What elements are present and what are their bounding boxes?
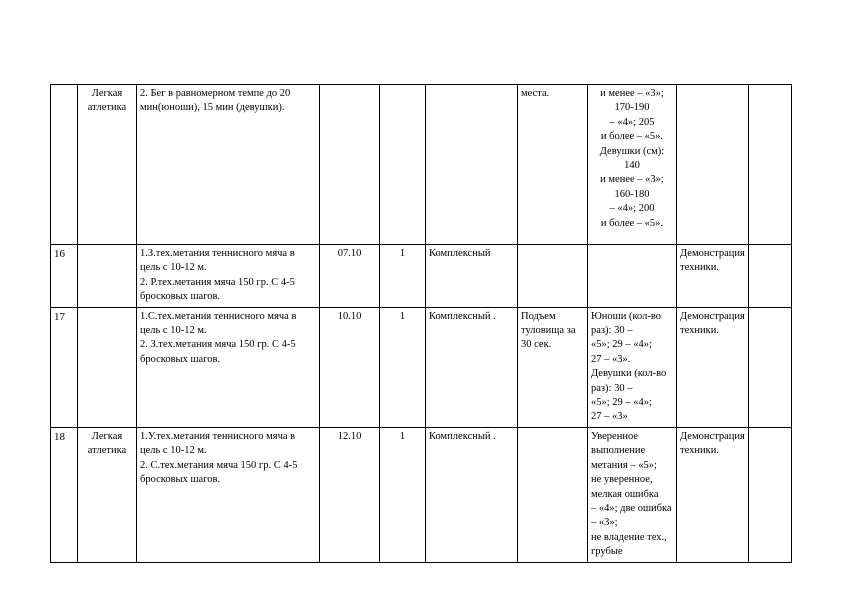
lesson-date — [320, 85, 380, 245]
notes-cell — [677, 85, 749, 245]
criteria-line: 170-190 — [614, 102, 650, 114]
criteria-cell — [588, 245, 677, 308]
criteria-cell — [588, 307, 677, 427]
section-label: Легкая атлетика — [87, 88, 127, 114]
criteria-line: «5»; 29 – «4»; — [591, 397, 652, 409]
lesson-type: Комплексный . — [426, 307, 518, 427]
content-line: 2. Р.тех.метания мяча 150 гр. С 4-5 бросковых шагов. — [140, 276, 295, 303]
lesson-hours — [380, 85, 426, 245]
extra-cell — [749, 85, 792, 245]
criteria-line: Уверенное выполнение метания – «5»; — [591, 430, 657, 471]
lesson-type: Комплексный . — [426, 427, 518, 562]
lesson-date: 10.10 — [320, 307, 380, 427]
table-row — [51, 245, 792, 308]
lesson-content — [137, 245, 320, 308]
lesson-date: 12.10 — [320, 427, 380, 562]
lesson-content — [137, 307, 320, 427]
extra-cell — [749, 427, 792, 562]
criteria-line: не уверенное, мелкая ошибка — [591, 474, 659, 500]
criteria-line: и более – «5». — [600, 131, 664, 143]
lesson-content — [137, 427, 320, 562]
control-element: Подъем туловища за 30 сек. — [518, 307, 588, 427]
lesson-type — [426, 85, 518, 245]
extra-cell — [749, 245, 792, 308]
criteria-line: – «4»; две ошибка – «3»; — [591, 502, 672, 529]
table-row — [51, 85, 792, 245]
table-row — [51, 307, 792, 427]
criteria-line: Юноши (кол-во раз): 30 – — [591, 310, 662, 337]
criteria-line: не владение тех., грубые — [591, 531, 667, 558]
section-cell — [78, 427, 137, 562]
control-element: места. — [518, 85, 588, 245]
control-element — [518, 427, 588, 562]
criteria-line: «5»; 29 – «4»; — [591, 339, 652, 351]
section-cell — [78, 245, 137, 308]
criteria-line: 27 – «3» — [591, 411, 628, 423]
criteria-cell — [588, 85, 677, 245]
notes-cell: Демонстрация техники. — [677, 427, 749, 562]
section-label: Легкая атлетика — [87, 430, 127, 457]
section-cell — [78, 307, 137, 427]
table-row — [51, 427, 792, 562]
criteria-line: – «4»; 200 — [609, 203, 655, 215]
criteria-line: и менее – «3»; — [600, 174, 664, 186]
criteria-line: 140 — [624, 160, 640, 172]
criteria-line: Девушки (см): — [599, 145, 665, 157]
content-line: 2. С.тех.метания мяча 150 гр. С 4-5 бросковых шагов. — [140, 459, 298, 486]
control-element — [518, 245, 588, 308]
notes-cell: Демонстрация техники. — [677, 245, 749, 308]
lesson-type: Комплексный — [426, 245, 518, 308]
criteria-line: Девушки (кол-во раз): 30 – — [591, 368, 667, 394]
lesson-hours: 1 — [380, 245, 426, 308]
lesson-number: 17 — [51, 307, 78, 427]
lesson-number — [51, 85, 78, 245]
lesson-number: 16 — [51, 245, 78, 308]
criteria-line: и менее – «3»; — [600, 88, 664, 99]
lesson-hours: 1 — [380, 307, 426, 427]
criteria-line: и более – «5». — [600, 217, 664, 229]
content-line: 1.У.тех.метания теннисного мяча в цель с 10-12 м. — [140, 430, 296, 457]
content-line: 1.С.тех.метания теннисного мяча в цель с 10-12 м. — [140, 310, 297, 337]
criteria-cell — [588, 427, 677, 562]
notes-cell: Демонстрация техники. — [677, 307, 749, 427]
lesson-content — [137, 85, 320, 245]
criteria-line: – «4»; 205 — [609, 116, 655, 128]
lesson-number: 18 — [51, 427, 78, 562]
criteria-line: 27 – «3». — [591, 353, 631, 365]
content-line: 1.З.тех.метания теннисного мяча в цель с 10-12 м. — [140, 248, 295, 274]
section-cell — [78, 85, 137, 245]
lesson-date: 07.10 — [320, 245, 380, 308]
content-line: 2. Бег в равномерном темпе до 20 мин(юноши), 15 мин (девушки). — [140, 88, 291, 114]
extra-cell — [749, 307, 792, 427]
content-line: 2. З.тех.метания мяча 150 гр. С 4-5 бросковых шагов. — [140, 339, 296, 365]
lesson-plan-table — [50, 84, 792, 563]
lesson-hours: 1 — [380, 427, 426, 562]
criteria-line: 160-180 — [614, 188, 650, 200]
